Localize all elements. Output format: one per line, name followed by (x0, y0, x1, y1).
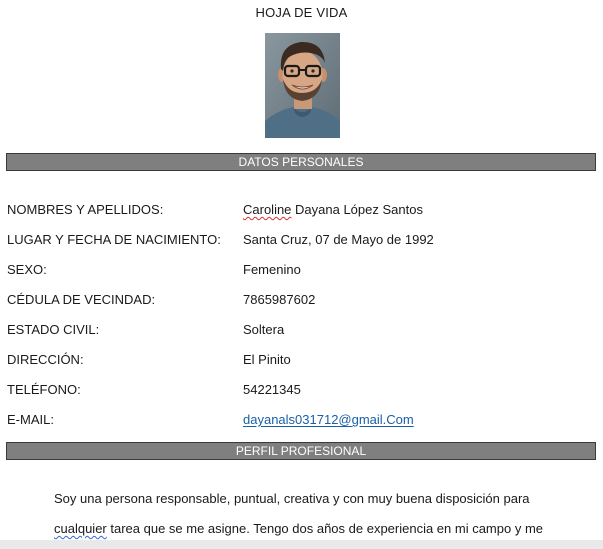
field-value-container (243, 412, 414, 427)
field-label: LUGAR Y FECHA DE NACIMIENTO: (7, 232, 221, 247)
field-label: CÉDULA DE VECINDAD: (7, 292, 156, 307)
field-value: Soltera (243, 322, 285, 337)
email-link[interactable]: dayanals031712@gmail.Com (243, 412, 414, 427)
profile-paragraph-line-2 (54, 521, 543, 536)
paragraph-text: tarea que se me asigne. Tengo dos años de experiencia en mi campo y me (106, 521, 544, 536)
field-value: El Pinito (243, 352, 291, 367)
field-label: E-MAIL: (7, 412, 54, 427)
section-header-profile: PERFIL PROFESIONAL (6, 442, 596, 460)
document-title: HOJA DE VIDA (255, 5, 348, 20)
field-label: TELÉFONO: (7, 382, 81, 397)
portrait-image (265, 33, 340, 138)
flagged-word[interactable]: cualquier (54, 521, 107, 536)
field-value-rest: Dayana López Santos (291, 202, 423, 217)
field-label: SEXO: (7, 262, 47, 277)
field-value: Santa Cruz, 07 de Mayo de 1992 (243, 232, 434, 247)
field-label: DIRECCIÓN: (7, 352, 84, 367)
misspelled-word[interactable]: Caroline (243, 202, 292, 217)
page-gap (0, 540, 603, 549)
profile-photo (265, 33, 340, 138)
field-value (243, 202, 423, 217)
field-label: ESTADO CIVIL: (7, 322, 100, 337)
profile-paragraph-line-1: Soy una persona responsable, puntual, creativa y con muy buena disposición para (54, 491, 530, 506)
field-value: 7865987602 (243, 292, 316, 307)
field-value: 54221345 (243, 382, 301, 397)
field-value: Femenino (243, 262, 301, 277)
section-header-personal: DATOS PERSONALES (6, 153, 596, 171)
field-label: NOMBRES Y APELLIDOS: (7, 202, 164, 217)
